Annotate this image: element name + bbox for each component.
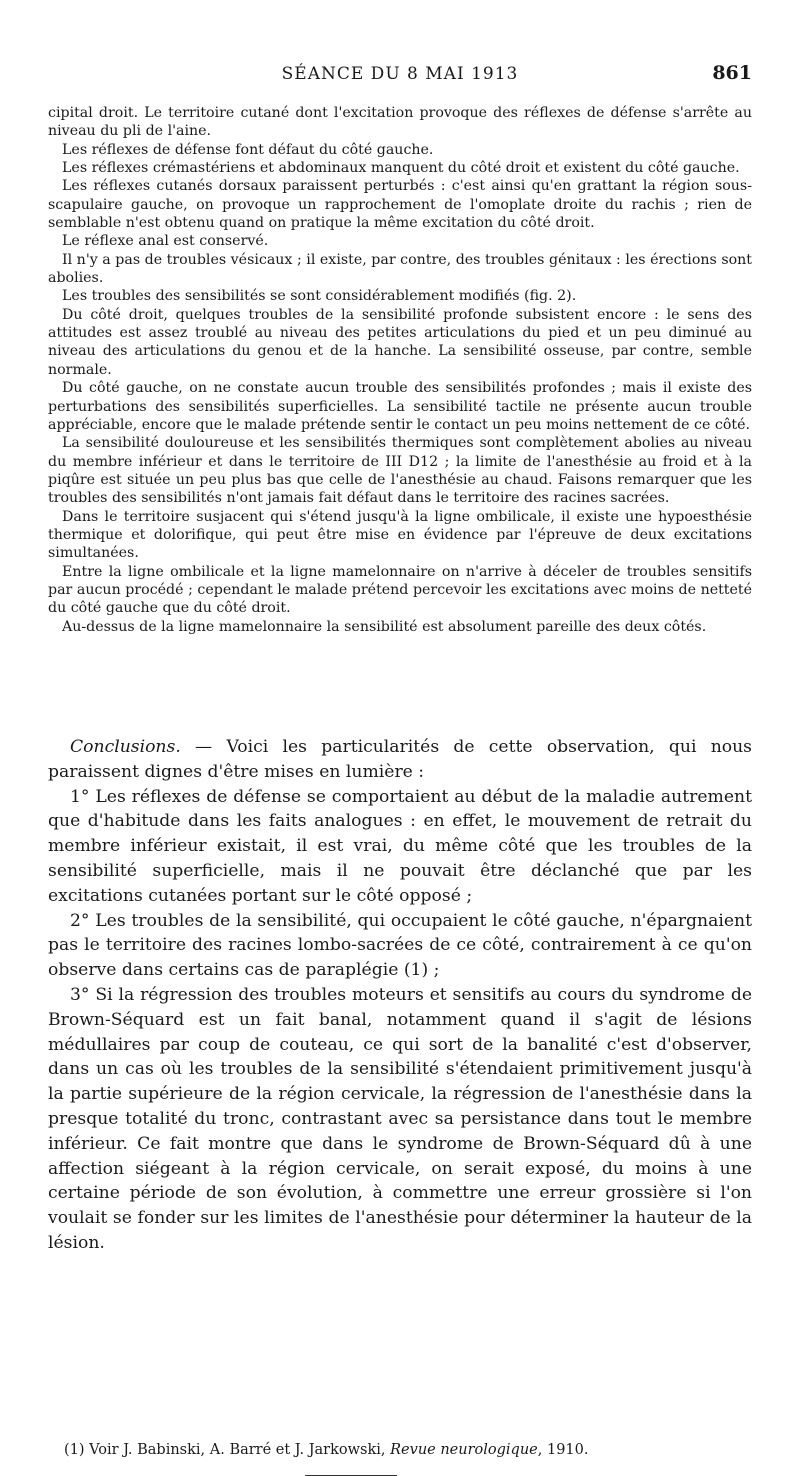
footnote-text: Voir J. Babinski, A. Barré et J. Jarkowski, <box>89 1442 386 1458</box>
paragraph: Les troubles des sensibilités se sont considérablement modifiés (fig. 2). <box>62 288 577 305</box>
footnote-year: , 1910. <box>537 1442 589 1458</box>
paragraph: Du côté droit, quelques troubles de la sensibilité profonde subsistent encore : le sens des attitudes est assez troublé au niveau des petites articulations du pied et un peu diminué au niveau des articulations du genou et de la hanche. La sensibilité osseuse, par contre, semble normale. <box>48 306 752 378</box>
conclusions-label: Conclusions. <box>70 737 181 757</box>
paragraph: Le réflexe anal est conservé. <box>62 233 269 250</box>
paragraph: Dans le territoire susjacent qui s'étend jusqu'à la ligne ombilicale, il existe une hypoesthésie thermique et dolorifique, qui peut être mise en évidence par l'épreuve de deux excitations simultanées. <box>48 508 752 562</box>
paragraph: Entre la ligne ombilicale et la ligne mamelonnaire on n'arrive à déceler de troubles sensitifs par aucun procédé ; cependant le malade prétend percevoir les excitations avec moins de netteté du côté gauche que du côté droit. <box>48 563 752 617</box>
case-description <box>48 104 752 636</box>
footnote <box>64 1442 754 1458</box>
paragraph: Les réflexes cutanés dorsaux paraissent perturbés : c'est ainsi qu'en grattant la région sous-scapulaire gauche, on provoque un rapprochement de l'omoplate droite du rachis ; rien de semblable n'est obtenu quand on pratique la même excitation du côté droit. <box>48 178 752 232</box>
conclusions-section <box>48 735 752 1256</box>
running-header <box>48 60 752 90</box>
paragraph: Il n'y a pas de troubles vésicaux ; il existe, par contre, des troubles génitaux : les érections sont abolies. <box>48 251 752 287</box>
running-title: SÉANCE DU 8 MAI 1913 <box>281 64 519 84</box>
conclusion-point: 2° Les troubles de la sensibilité, qui occupaient le côté gauche, n'épargnaient pas le territoire des racines lombo-sacrées de ce côté, contrairement à ce qu'on observe dans certains cas de paraplégie (1) ; <box>48 910 752 981</box>
conclusion-point: 1° Les réflexes de défense se comportaient au début de la maladie autrement que d'habitude dans les faits analogues : en effet, le mouvement de retrait du membre inférieur existait, il est vrai, du même côté que les troubles de la sensibilité superficielle, mais il ne pouvait être déclanché que par les excitations cutanées portant sur le côté opposé ; <box>48 786 752 906</box>
paragraph: Du côté gauche, on ne constate aucun trouble des sensibilités profondes ; mais il existe des perturbations des sensibilités superficielles. La sensibilité tactile ne présente aucun trouble appréciable, encore que le malade prétende sentir le contact un peu moins nettement de ce côté. <box>48 380 752 433</box>
paragraph: Au-dessus de la ligne mamelonnaire la sensibilité est absolument pareille des deux côtés. <box>62 618 707 635</box>
paragraph: Les réflexes crémastériens et abdominaux manquent du côté droit et existent du côté gauche. <box>62 160 740 177</box>
paragraph: cipital droit. Le territoire cutané dont l'excitation provoque des réflexes de défense s'arrête au niveau du pli de l'aine. <box>48 105 752 140</box>
conclusion-point: 3° Si la régression des troubles moteurs et sensitifs au cours du syndrome de Brown-Séquard est un fait banal, notamment quand il s'agit de lésions médullaires par coup de couteau, ce qui sort de la banalité c'est d'observer, dans un cas où les troubles de la sensibilité s'étendaient primitivement jusqu'à la partie supérieure de la région cervicale, la régression de l'anesthésie dans la presque totalité du tronc, contrastant avec sa persistance dans tout le membre inférieur. Ce fait montre que dans le syndrome de Brown-Séquard dû à une affection siégeant à la région cervicale, on serait exposé, du moins à une certaine période de son évolution, à commettre une erreur grossière si l'on voulait se fonder sur les limites de l'anesthésie pour déterminer la hauteur de la lésion. <box>48 984 752 1253</box>
paragraph: Les réflexes de défense font défaut du côté gauche. <box>62 141 434 158</box>
paragraph: La sensibilité douloureuse et les sensibilités thermiques sont complètement abolies au niveau du membre inférieur et dans le territoire de III D12 ; la limite de l'anesthésie au froid et à la piqûre est située un peu plus bas que celle de l'anesthésie au chaud. Faisons remarquer que les troubles des sensibilités n'ont jamais fait défaut dans le territoire des racines sacrées. <box>48 435 752 507</box>
footnote-mark: (1) <box>64 1442 85 1458</box>
footnote-journal: Revue neurologique <box>390 1442 538 1458</box>
page-number: 861 <box>712 62 752 84</box>
conclusions-intro <box>48 735 752 785</box>
conclusions-intro-text: — Voici les particularités de cette observation, qui nous paraissent dignes d'être mises en lumière : <box>48 737 752 782</box>
